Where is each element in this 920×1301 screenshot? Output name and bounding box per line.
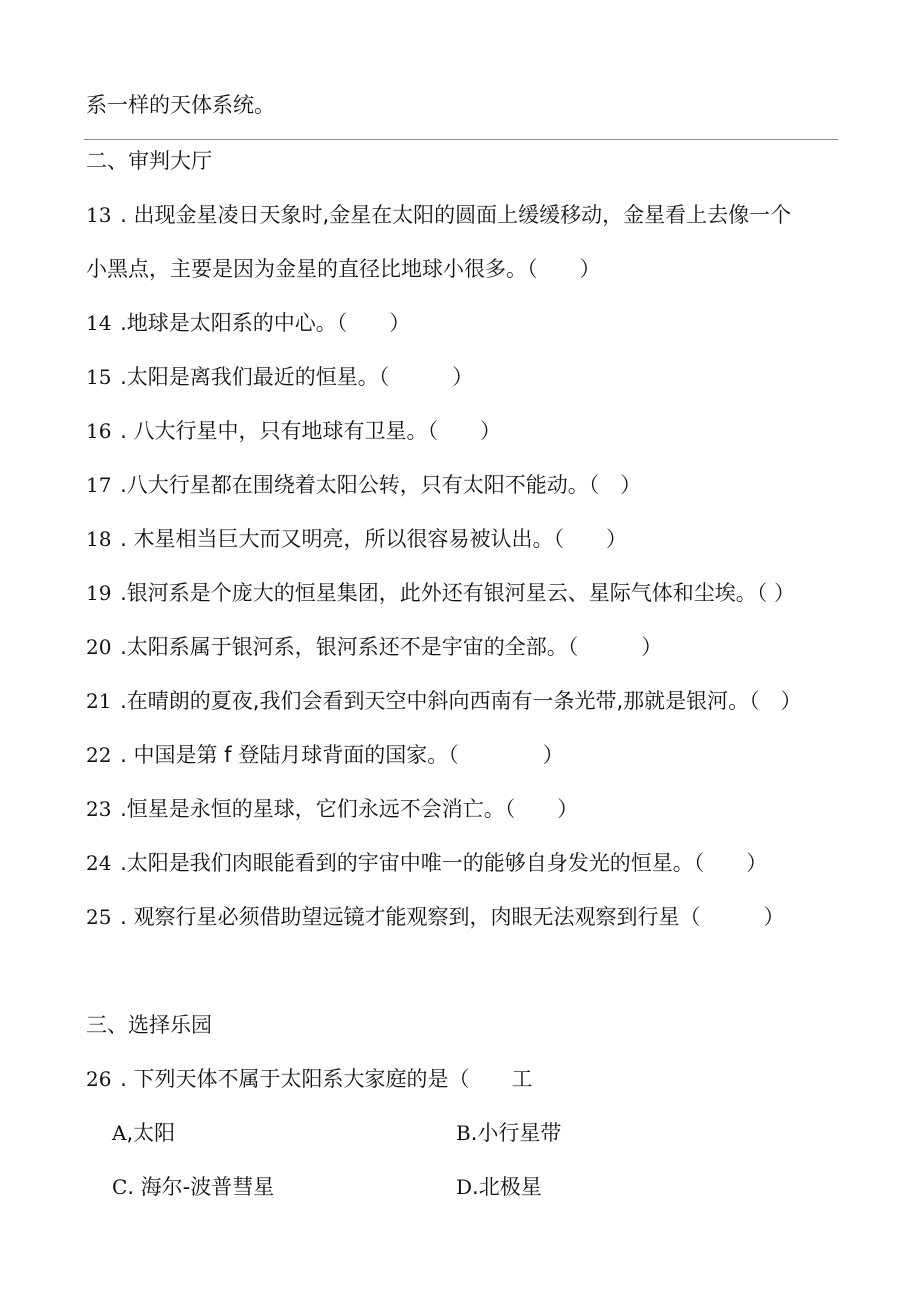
- option-text: 海尔-波普彗星: [140, 1175, 275, 1199]
- question-21: [86, 687, 802, 715]
- option-text: 小行星带: [477, 1121, 562, 1145]
- question-text: .太阳是离我们最近的恒星。（ ）: [113, 365, 474, 389]
- question-22: [86, 741, 564, 769]
- question-16: [86, 417, 501, 445]
- option-separator: .: [127, 1175, 141, 1199]
- question-number: 18: [86, 527, 112, 551]
- question-text: .太阳系属于银河系，银河系还不是宇宙的全部。（ ）: [113, 635, 663, 659]
- option-d: [456, 1173, 542, 1201]
- question-15: [86, 363, 473, 391]
- option-letter: B: [456, 1121, 471, 1145]
- question-number: 25: [86, 905, 112, 929]
- question-19: [86, 579, 795, 607]
- option-separator: ,: [126, 1121, 134, 1145]
- question-text: . 下列天体不属于太阳系大家庭的是（ 工: [113, 1067, 533, 1091]
- option-a: [112, 1119, 175, 1147]
- section-title-judgment: 二、审判大厅: [86, 149, 212, 173]
- question-number: 20: [86, 635, 112, 659]
- option-b: [456, 1119, 561, 1147]
- section-title-choice: 三、选择乐园: [86, 1013, 212, 1037]
- question-14: [86, 309, 410, 337]
- question-number: 24: [86, 851, 112, 875]
- option-separator: .: [470, 1121, 478, 1145]
- question-number: 16: [86, 419, 112, 443]
- option-c: [112, 1173, 274, 1201]
- question-text: .在晴朗的夏夜,我们会看到天空中斜向西南有一条光带,那就是银河。（ ）: [113, 689, 802, 713]
- question-number: 14: [86, 311, 112, 335]
- question-25: [86, 903, 784, 931]
- question-text: . 观察行星必须借助望远镜才能观察到，肉眼无法观察到行星（ ）: [113, 905, 785, 929]
- question-text: .恒星是永恒的星球，它们永远不会消亡。（ ）: [113, 797, 579, 821]
- continuation-text: 系一样的天体系统。: [86, 93, 275, 117]
- question-13-continuation: 小黑点，主要是因为金星的直径比地球小很多。（ ）: [86, 257, 601, 281]
- question-number: 15: [86, 365, 112, 389]
- question-text: . 八大行星中，只有地球有卫星。（ ）: [113, 419, 501, 443]
- question-number: 17: [86, 473, 112, 497]
- option-letter: A: [112, 1121, 127, 1145]
- question-number: 19: [86, 581, 112, 605]
- question-24: [86, 849, 767, 877]
- question-23: [86, 795, 578, 823]
- question-13: [86, 201, 791, 229]
- question-number: 26: [86, 1067, 112, 1091]
- question-26: [86, 1065, 532, 1093]
- question-18: [86, 525, 627, 553]
- option-text: 北极星: [478, 1175, 542, 1199]
- option-separator: .: [472, 1175, 479, 1199]
- option-letter: D: [456, 1175, 473, 1199]
- question-text: . 木星相当巨大而又明亮，所以很容易被认出。（ ）: [113, 527, 627, 551]
- question-text: .地球是太阳系的中心。（ ）: [113, 311, 411, 335]
- question-text: . 中国是第 f 登陆月球背面的国家。（ ）: [113, 743, 564, 767]
- question-text: .银河系是个庞大的恒星集团，此外还有银河星云、星际气体和尘埃。（ ）: [113, 581, 795, 605]
- question-20: [86, 633, 662, 661]
- question-number: 23: [86, 797, 112, 821]
- option-text: 太阳: [133, 1121, 176, 1145]
- question-text: . 出现金星凌日天象时,金星在太阳的圆面上缓缓移动，金星看上去像一个: [113, 203, 792, 227]
- option-letter: C: [112, 1175, 128, 1199]
- question-text: .太阳是我们肉眼能看到的宇宙中唯一的能够自身发光的恒星。（ ）: [113, 851, 768, 875]
- question-number: 21: [86, 689, 112, 713]
- question-number: 13: [86, 203, 112, 227]
- question-number: 22: [86, 743, 112, 767]
- question-17: [86, 471, 641, 499]
- divider: [84, 139, 838, 140]
- question-text: .八大行星都在围绕着太阳公转，只有太阳不能动。（ ）: [113, 473, 642, 497]
